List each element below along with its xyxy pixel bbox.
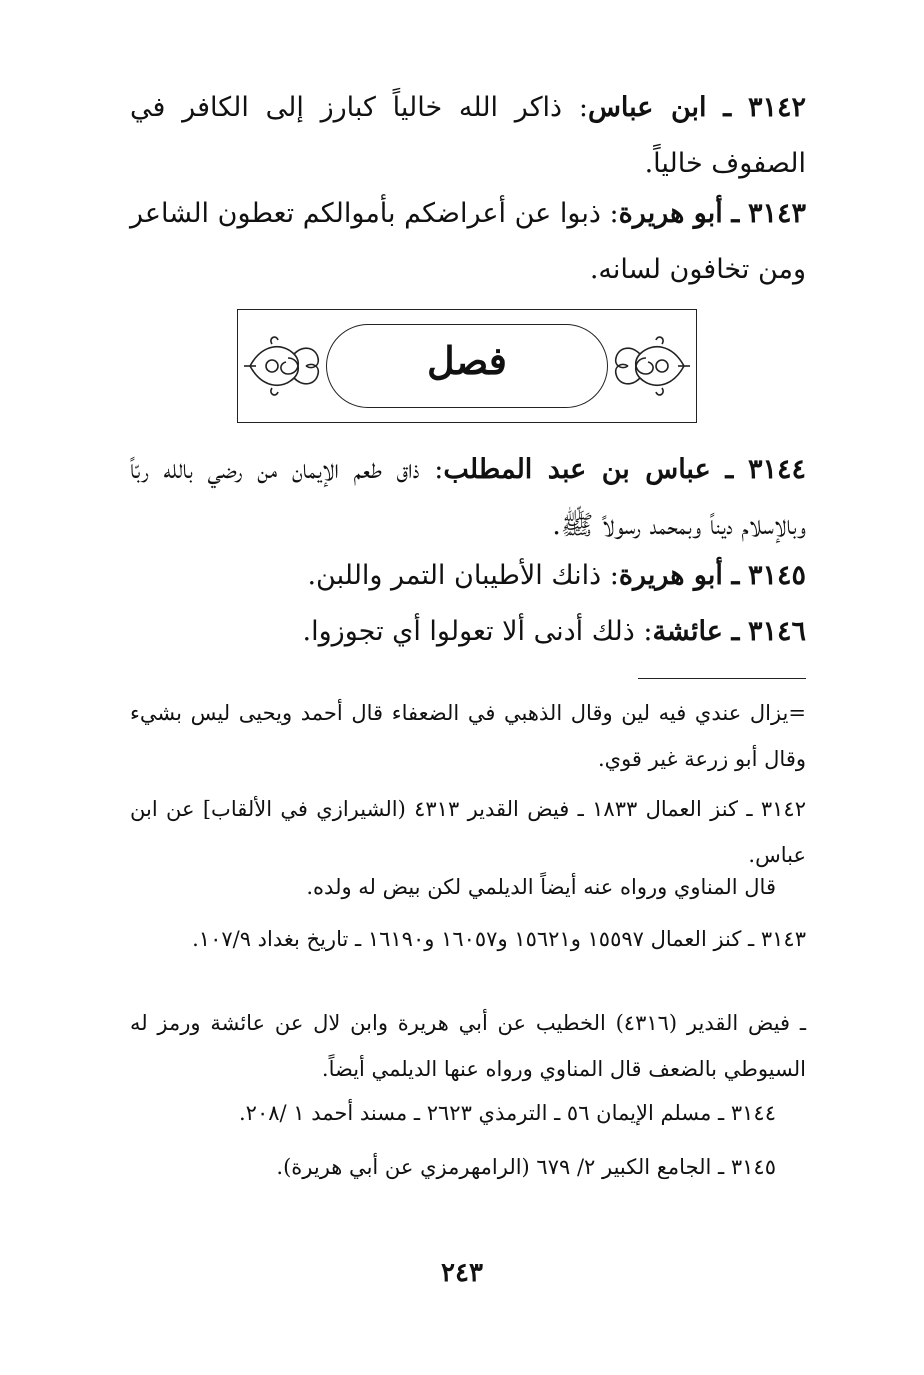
- entry-3143: [130, 186, 806, 298]
- entry-dash: ـ: [725, 454, 734, 485]
- footnote-3145: [130, 1144, 806, 1190]
- entry-narrator: عائشة: [652, 616, 723, 647]
- entry-number: ٣١٤٢: [747, 92, 806, 123]
- entry-3145: [130, 548, 806, 604]
- entry-number: ٣١٤٥: [747, 560, 806, 591]
- entry-text: : ذاق طعم الإيمان من رضي بالله ربّاً وبالإسلام ديناً وبمحمد رسولاً ﷺ.: [130, 454, 806, 541]
- footnote-3143: ٣١٤٣ ـ كنز العمال ١٥٥٩٧ و١٥٦٢١ و١٦٠٥٧ و١٦١٩٠ ـ تاريخ بغداد ١٠٧/٩.: [192, 927, 806, 951]
- arabesque-ornament-icon: [608, 324, 692, 408]
- entry-narrator: عباس بن عبد المطلب: [443, 454, 711, 485]
- entry-text: : ذانك الأطيبان التمر واللبن.: [307, 560, 619, 591]
- entry-dash: ـ: [731, 198, 740, 229]
- entry-3142: [130, 80, 806, 192]
- entry-text: : ذلك أدنى ألا تعولوا أي تجوزوا.: [302, 616, 653, 647]
- footnote-3142-note-text: قال المناوي ورواه عنه أيضاً الديلمي لكن بيض له ولده.: [306, 875, 776, 899]
- entry-narrator: أبو هريرة: [618, 198, 723, 229]
- page-number: ٢٤٣: [441, 1258, 483, 1288]
- footnote-divider: [638, 678, 806, 679]
- footnote-continued: =يزال عندي فيه لين وقال الذهبي في الضعفاء قال أحمد ويحيى ليس بشيء وقال أبو زرعة غير قوي.: [130, 701, 806, 771]
- entry-number: ٣١٤٣: [747, 198, 806, 229]
- footnote-3142: ٣١٤٢ ـ كنز العمال ١٨٣٣ ـ فيض القدير ٤٣١٣ (الشيرازي في الألقاب] عن ابن عباس.: [130, 797, 806, 867]
- footnote-3144-text: ٣١٤٤ ـ مسلم الإيمان ٥٦ ـ الترمذي ٢٦٢٣ ـ مسند أحمد ١ /٢٠٨.: [238, 1101, 776, 1125]
- entry-3144: [130, 442, 806, 554]
- entry-dash: ـ: [731, 560, 740, 591]
- footnote-3142-note: [130, 864, 806, 910]
- footnote-3145-text: ٣١٤٥ ـ الجامع الكبير ٢/ ٦٧٩ (الرامهرمزي عن أبي هريرة).: [276, 1155, 776, 1179]
- entry-text: : ذاكر الله خالياً كبارز إلى الكافر في الصفوف خالياً.: [130, 92, 806, 179]
- footnote-3143-note: ـ فيض القدير (٤٣١٦) الخطيب عن أبي هريرة وابن لال عن عائشة ورمز له السيوطي بالضعف قال المناوي ورواه عنها الديلمي أيضاً.: [130, 1011, 806, 1081]
- section-header-frame: [237, 309, 697, 423]
- entry-number: ٣١٤٤: [747, 454, 806, 485]
- entry-dash: ـ: [731, 616, 740, 647]
- entry-3146: [130, 604, 806, 660]
- section-title: فصل: [427, 338, 507, 383]
- entry-text: : ذبوا عن أعراضكم بأموالكم تعطون الشاعر ومن تخافون لسانه.: [130, 198, 806, 285]
- entry-number: ٣١٤٦: [747, 616, 806, 647]
- footnote-3144: [130, 1090, 806, 1136]
- entry-narrator: ابن عباس: [587, 92, 707, 123]
- entry-narrator: أبو هريرة: [618, 560, 723, 591]
- entry-dash: ـ: [723, 92, 732, 123]
